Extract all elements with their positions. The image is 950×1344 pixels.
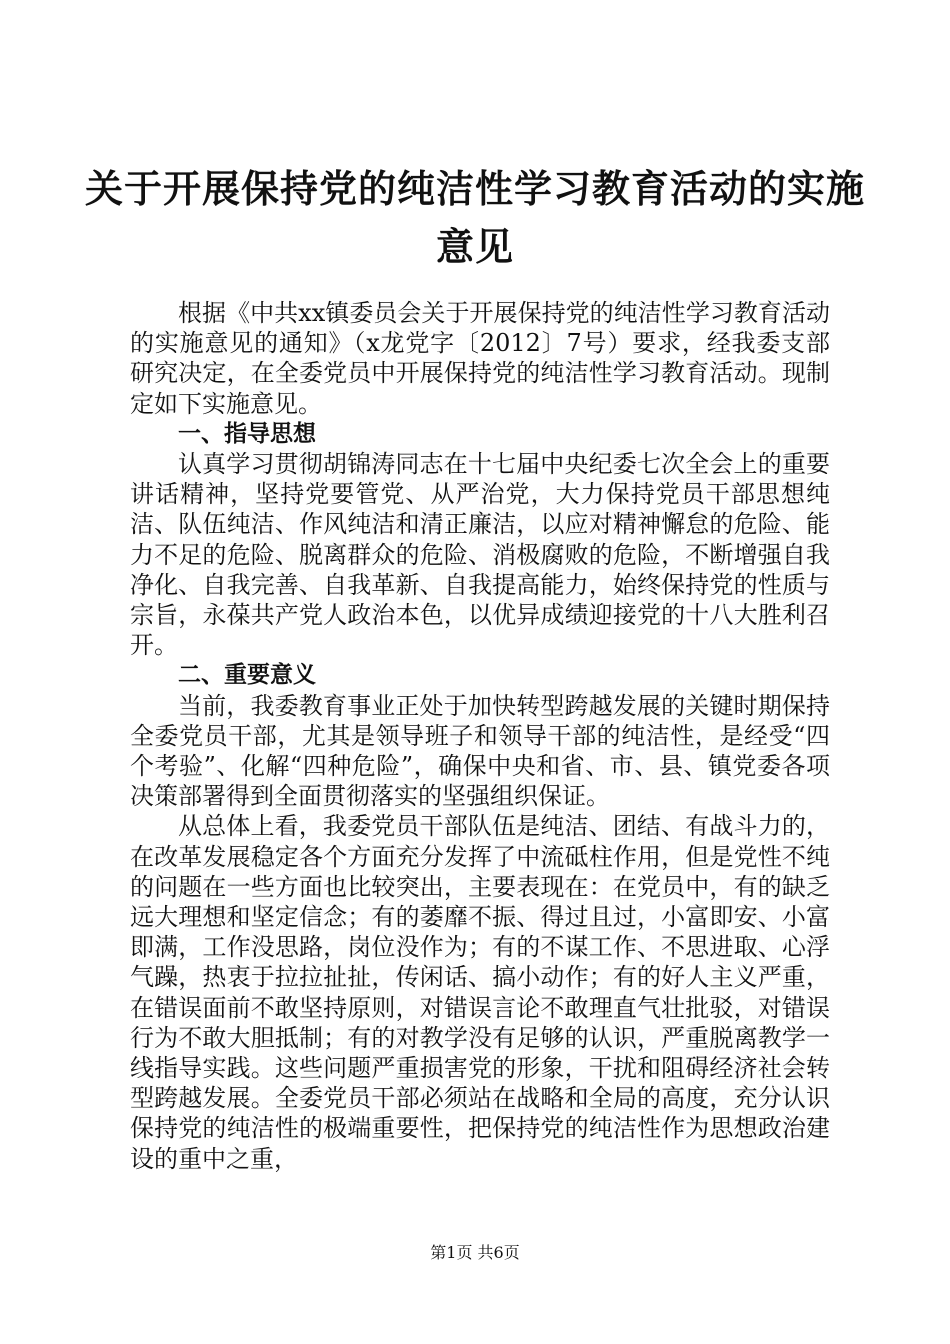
intro-paragraph: 根据《中共xx镇委员会关于开展保持党的纯洁性学习教育活动的实施意见的通知》（x龙党字〔2012〕7号）要求，经我委支部研究决定，在全委党员中开展保持党的纯洁性学习教育活动。现制定如下实施意见。 (130, 299, 830, 418)
section-heading-significance: 二、重要意义 (178, 662, 316, 689)
document-body (130, 298, 830, 1174)
title-line-1: 关于开展保持党的纯洁性学习教育活动的实施 (84, 167, 865, 211)
section-paragraph: 认真学习贯彻胡锦涛同志在十七届中央纪委七次全会上的重要讲话精神，坚持党要管党、从严治党，大力保持党员干部思想纯洁、队伍纯洁、作风纯洁和清正廉洁，以应对精神懈怠的危险、能力不足的危险、脱离群众的危险、消极腐败的危险，不断增强自我净化、自我完善、自我革新、自我提高能力，始终保持党的性质与宗旨，永葆共产党人政治本色，以优异成绩迎接党的十八大胜利召开。 (130, 450, 830, 660)
section-paragraph: 从总体上看，我委党员干部队伍是纯洁、团结、有战斗力的，在改革发展稳定各个方面充分发挥了中流砥柱作用，但是党性不纯的问题在一些方面也比较突出，主要表现在：在党员中，有的缺乏远大理想和坚定信念；有的萎靡不振、得过且过，小富即安、小富即满，工作没思路，岗位没作为；有的不谋工作、不思进取、心浮气躁，热衷于拉拉扯扯，传闲话、搞小动作；有的好人主义严重，在错误面前不敢坚持原则，对错误言论不敢理直气壮批驳，对错误行为不敢大胆抵制；有的对教学没有足够的认识，严重脱离教学一线指导实践。这些问题严重损害党的形象，干扰和阻碍经济社会转型跨越发展。全委党员干部必须站在战略和全局的高度，充分认识保持党的纯洁性的极端重要性，把保持党的纯洁性作为思想政治建设的重中之重， (130, 812, 830, 1173)
section-paragraph: 当前，我委教育事业正处于加快转型跨越发展的关键时期保持全委党员干部，尤其是领导班子和领导干部的纯洁性，是经受“四个考验”、化解“四种危险”，确保中央和省、市、县、镇党委各项决策部署得到全面贯彻落实的坚强组织保证。 (130, 691, 830, 811)
document-title (60, 160, 890, 276)
page-number-footer: 第1页 共6页 (430, 1243, 520, 1262)
section-heading-guiding-ideology: 一、指导思想 (178, 420, 316, 447)
title-line-2: 意见 (435, 225, 514, 269)
